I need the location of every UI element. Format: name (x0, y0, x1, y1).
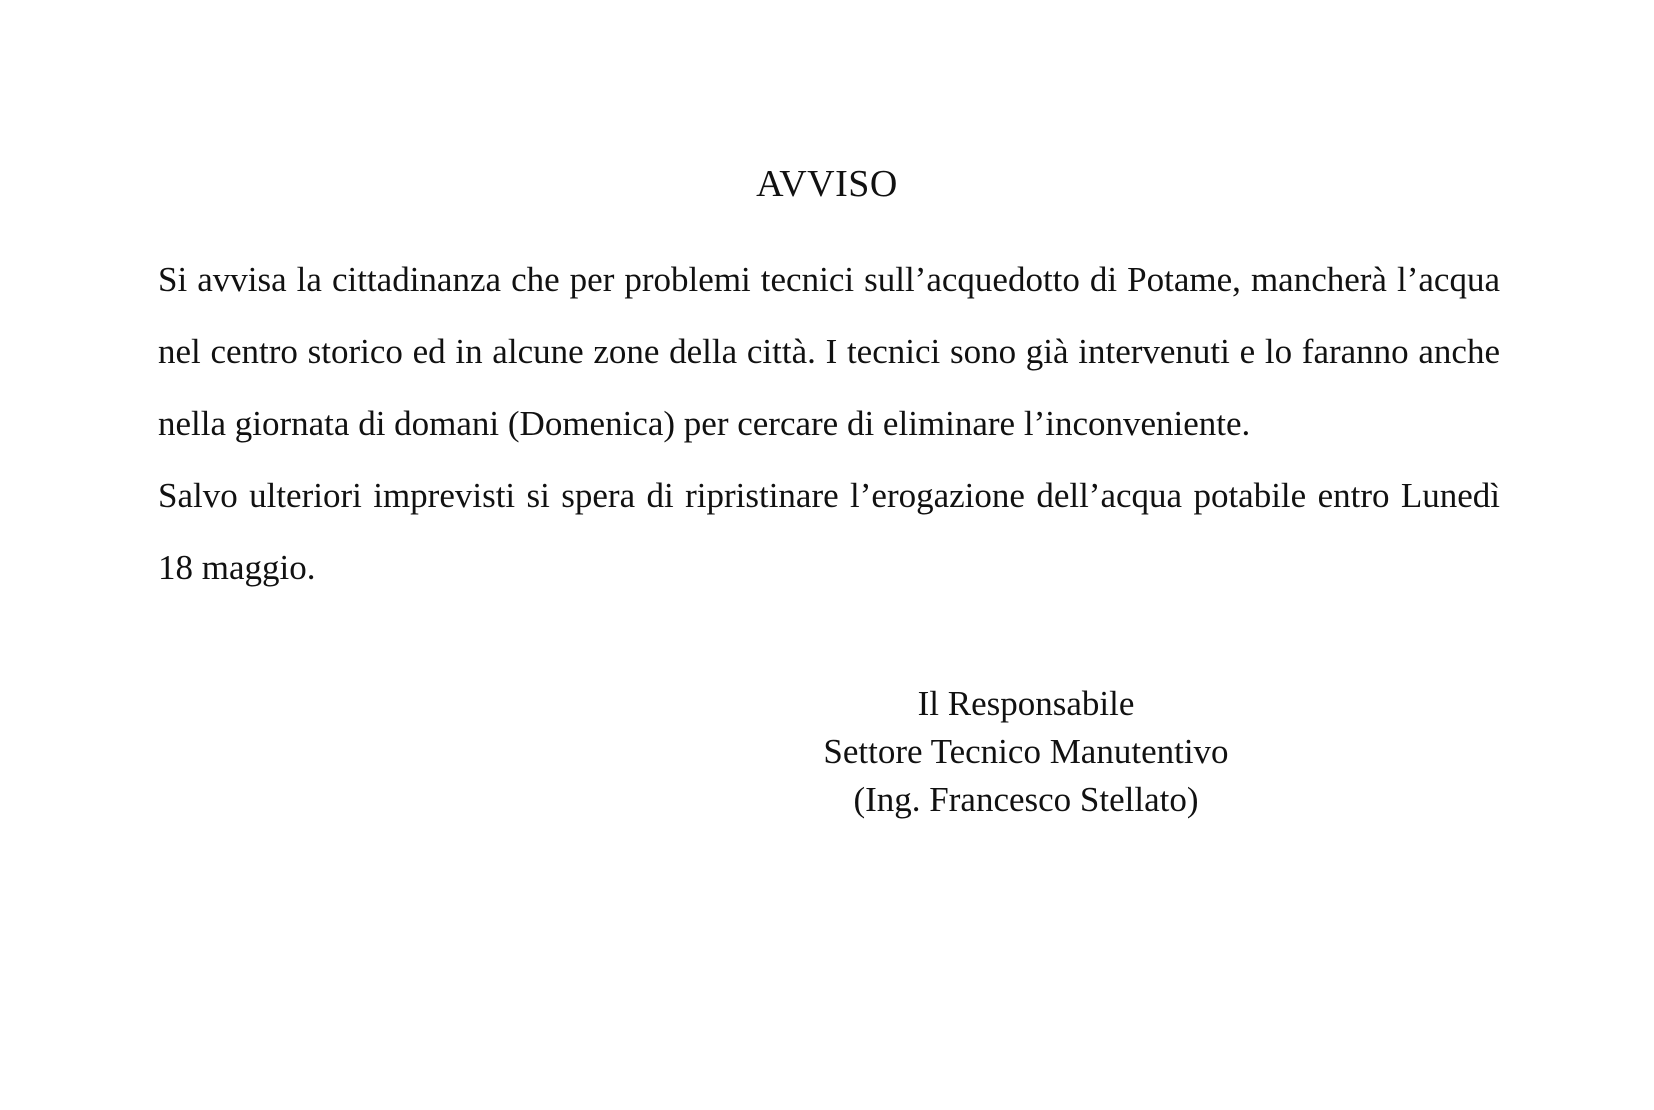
signature-role: Il Responsabile (917, 684, 1135, 723)
signature-name: (Ing. Francesco Stellato) (853, 780, 1199, 819)
notice-title: AVVISO (756, 163, 898, 205)
notice-body (158, 244, 1500, 604)
notice-paragraph: Salvo ulteriori imprevisti si spera di ripristinare l’erogazione dell’acqua potabile entro Lunedì 18 maggio. (158, 476, 1500, 587)
notice-paragraph: Si avvisa la cittadinanza che per problemi tecnici sull’acquedotto di Potame, mancherà l’acqua nel centro storico ed in alcune zone della città. I tecnici sono già intervenuti e lo faranno anche nella giornata di domani (Domenica) per cercare di eliminare l’inconveniente. (158, 260, 1500, 443)
signature-block (726, 680, 1326, 824)
signature-department: Settore Tecnico Manutentivo (823, 732, 1229, 771)
